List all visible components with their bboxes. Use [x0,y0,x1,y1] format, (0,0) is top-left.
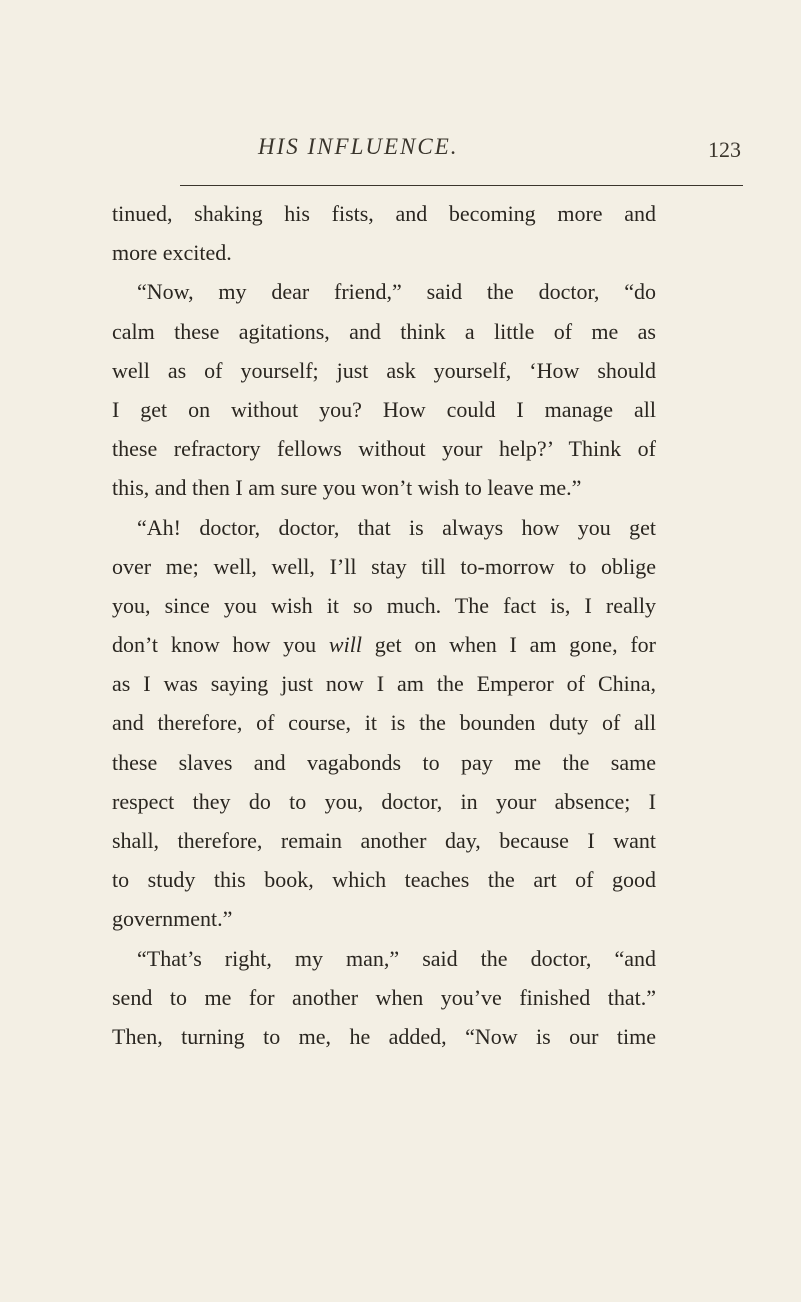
text-line: this, and then I am sure you won’t wish to leave me.” [112,475,582,501]
text-line: these refractory fellows without your help?’ Think of [112,436,656,462]
text-line: to study this book, which teaches the art of good [112,867,656,893]
text-line: I get on without you? How could I manage all [112,396,656,422]
text-segment: don’t know how you [112,632,329,658]
text-line: “That’s right, my man,” said the doctor, “and [137,945,656,971]
text-line [112,625,656,664]
text-line: as I was saying just now I am the Emperor of China, [112,671,656,697]
text-line: over me; well, well, I’ll stay till to-morrow to oblige [112,553,656,579]
page-header [0,134,801,164]
text-line: tinued, shaking his fists, and becoming more and [112,201,656,226]
text-line: shall, therefore, remain another day, because I want [112,828,656,853]
text-line: Then, turning to me, he added, “Now is our time [112,1023,656,1049]
text-line: well as of yourself; just ask yourself, ‘How should [112,357,656,383]
text-segment: get on when I am gone, for [361,632,656,658]
text-line: you, since you wish it so much. The fact is, I really [112,592,656,618]
text-line: “Ah! doctor, doctor, that is always how you get [137,514,656,540]
text-line: “Now, my dear friend,” said the doctor, “do [137,279,656,305]
text-line: calm these agitations, and think a little of me as [112,318,656,344]
text-line: and therefore, of course, it is the bounden duty of all [112,710,656,736]
text-line: these slaves and vagabonds to pay me the same [112,749,656,775]
text-line: respect they do to you, doctor, in your absence; I [112,788,656,814]
text-line: send to me for another when you’ve finished that.” [112,984,656,1010]
page-number: 123 [708,137,741,162]
emphasized-word: will [328,632,362,658]
running-head: HIS INFLUENCE. [258,134,459,159]
body-text [112,194,656,1056]
text-line: more excited. [112,240,232,266]
text-line: government.” [112,906,233,932]
header-rule [180,185,743,186]
